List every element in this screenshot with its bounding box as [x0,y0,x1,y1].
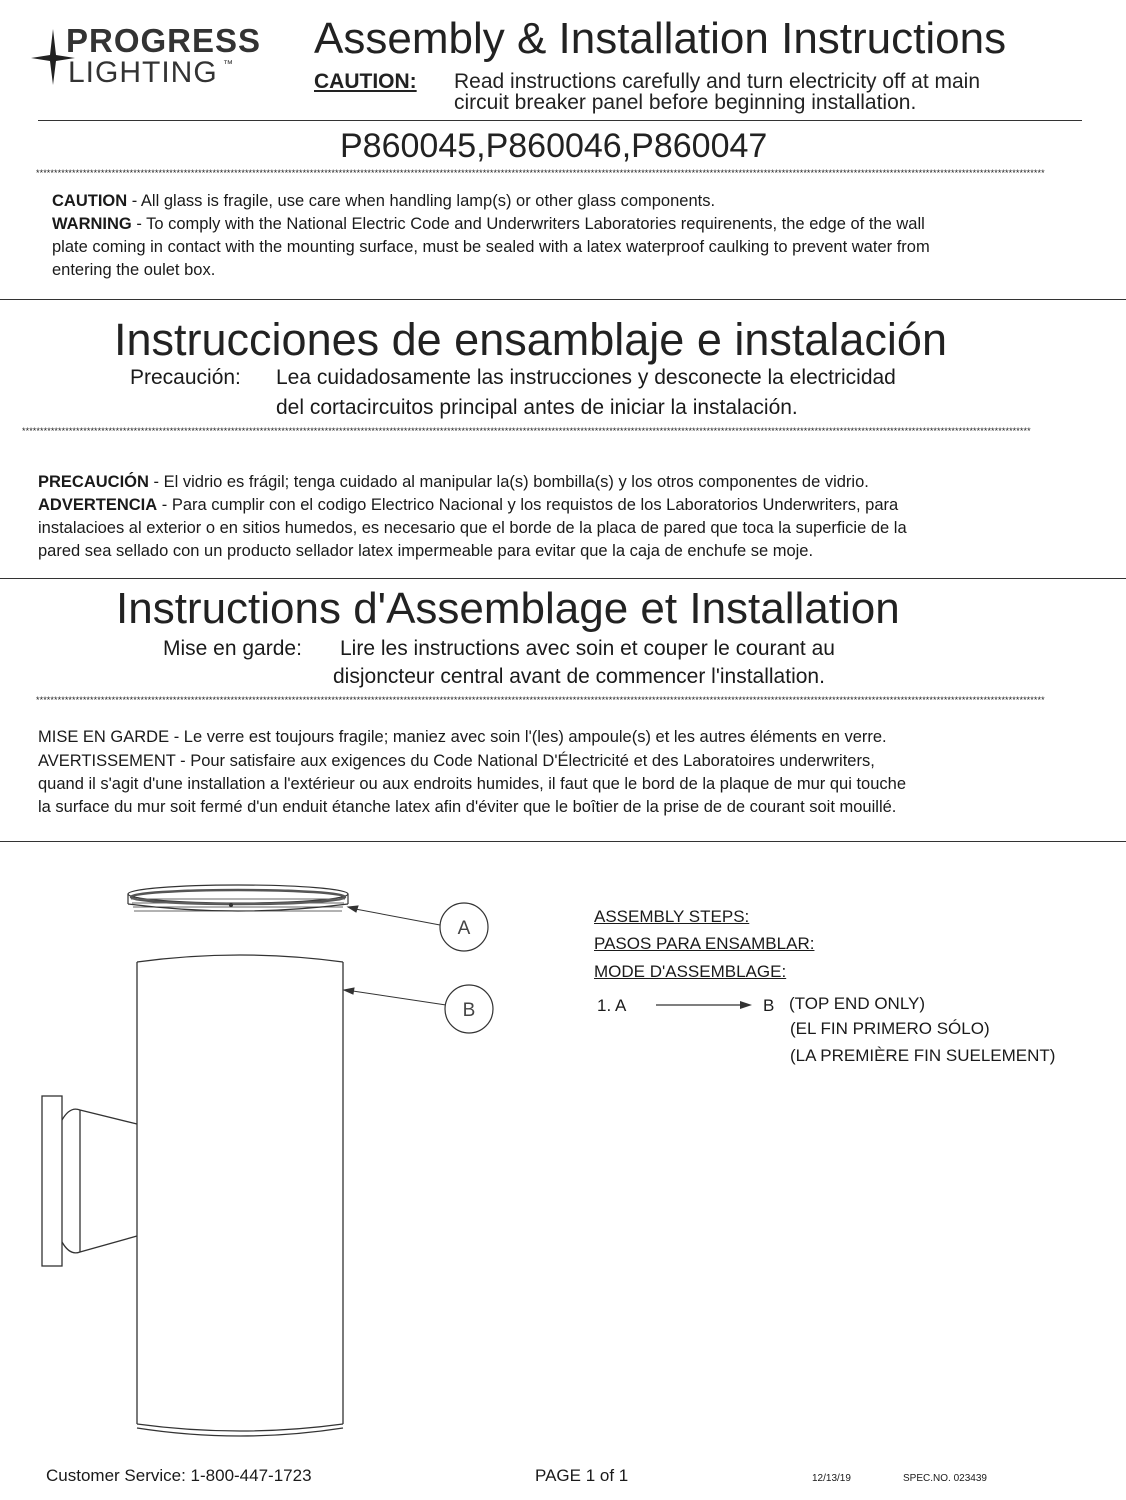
step-1-es: (EL FIN PRIMERO SÓLO) [790,1019,990,1038]
french-line-4: la surface du mur soit fermé d'un enduit étanche latex afin d'éviter que le boîtier de la prise de de courant soit mouillé. [38,798,897,816]
step-1-target: B [763,996,775,1015]
header-divider [38,120,1082,121]
english-caution-text: - All glass is fragile, use care when handling lamp(s) or other glass components. [127,192,716,210]
separator-2: **************************************************************************************************************************************************************************************************************************************************************************************** [22,426,1031,436]
step-arrow-icon [656,999,752,1011]
french-title: Instructions d'Assemblage et Installation [116,584,900,633]
document-date: 12/13/19 [812,1473,851,1484]
customer-service: Customer Service: 1-800-447-1723 [46,1466,312,1485]
wall-mount [42,1096,137,1266]
spanish-caution-line-2: del cortacircuitos principal antes de iniciar la instalación. [276,396,798,419]
spanish-advertencia [38,494,898,517]
english-warning-text: - To comply with the National Electric Code and Underwriters Laboratories requirenents, the edge of the wall [131,215,925,233]
section-divider-2 [0,578,1126,579]
logo-trademark: ™ [223,59,233,70]
spanish-precaucion-text: - El vidrio es frágil; tenga cuidado al manipular la(s) bombilla(s) y los otros componentes de vidrio. [148,473,869,491]
french-line-3: quand il s'agit d'une installation a l'extérieur ou aux endroits humides, il faut que le bord de la plaque de mur qui touche [38,775,907,793]
english-warning [52,213,925,236]
spec-number: SPEC.NO. 023439 [903,1473,987,1484]
spanish-precaucion-label: PRECAUCIÓN [38,473,149,491]
cylinder-body [137,955,343,1436]
logo-text-lighting: LIGHTING [68,56,218,89]
model-numbers: P860045,P860046,P860047 [340,127,768,165]
english-warning-line-3: entering the oulet box. [52,261,216,279]
fixture-diagram [0,842,560,1462]
english-warning-label: WARNING [52,215,132,233]
spanish-caution-label: Precaución: [130,366,241,389]
section-divider-1 [0,299,1126,300]
callout-a-label: A [457,918,471,939]
steps-heading-en: ASSEMBLY STEPS: [594,907,750,926]
progress-lighting-logo [30,22,280,97]
caution-line-1: Read instructions carefully and turn electricity off at main [454,70,981,93]
leader-lines [344,906,446,1005]
caution-line-2: circuit breaker panel before beginning installation. [454,91,917,114]
spanish-advertencia-line-3: pared sea sellado con un producto sellador latex impermeable para evitar que la caja de enchufe se moje. [38,542,814,560]
glass-ring-part [128,885,348,911]
spanish-advertencia-text: - Para cumplir con el codigo Electrico Nacional y los requistos de los Laboratorios Underwriters, para [157,496,899,514]
steps-heading-es: PASOS PARA ENSAMBLAR: [594,934,815,953]
spanish-advertencia-label: ADVERTENCIA [38,496,158,514]
step-1-en: (TOP END ONLY) [789,994,926,1013]
page-number: PAGE 1 of 1 [535,1466,629,1485]
english-caution-label: CAUTION [52,192,128,210]
page-title: Assembly & Installation Instructions [314,14,1007,63]
french-line-1: MISE EN GARDE - Le verre est toujours fragile; maniez avec soin l'(les) ampoule(s) et les autres éléments en verre. [38,728,887,746]
steps-heading-fr: MODE D'ASSEMBLAGE: [594,962,787,981]
french-caution-line-1: Lire les instructions avec soin et couper le courant au [340,637,835,660]
separator-3: **************************************************************************************************************************************************************************************************************************************************************************************** [36,695,1045,705]
spanish-advertencia-line-2: instalacioes al exterior o en sitios humedos, es necesario que el borde de la placa de pared que toca la superficie de la [38,519,907,537]
french-caution-line-2: disjoncteur central avant de commencer l'installation. [333,665,825,688]
french-caution-label: Mise en garde: [163,637,302,660]
spanish-title: Instrucciones de ensamblaje e instalación [114,314,947,365]
step-1-number: 1. A [597,996,627,1015]
english-caution [52,190,715,213]
separator-1: **************************************************************************************************************************************************************************************************************************************************************************************** [36,168,1045,178]
french-line-2: AVERTISSEMENT - Pour satisfaire aux exigences du Code National D'Électricité et des Laboratoires underwriters, [38,752,875,770]
spanish-caution-line-1: Lea cuidadosamente las instrucciones y desconecte la electricidad [276,366,896,389]
step-1-fr: (LA PREMIÈRE FIN SUELEMENT) [790,1046,1056,1065]
spanish-precaucion [38,471,869,494]
callout-b-label: B [462,1000,476,1021]
caution-label: CAUTION: [314,70,417,93]
logo-text-progress: PROGRESS [66,22,262,59]
english-warning-line-2: plate coming in contact with the mounting surface, must be sealed with a latex waterproof caulking to prevent water from [52,238,930,256]
